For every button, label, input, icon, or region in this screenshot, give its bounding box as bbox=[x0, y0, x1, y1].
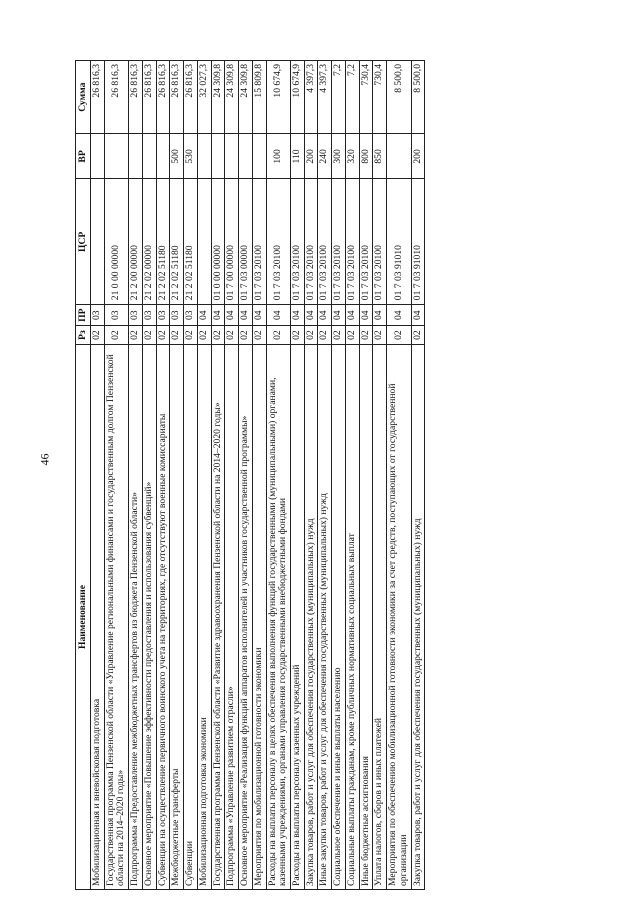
cell-name: Закупка товаров, работ и услуг для обеспечения государственных (муниципальных) нужд bbox=[304, 345, 318, 890]
table-row bbox=[359, 61, 373, 890]
cell-rz: 02 bbox=[156, 326, 170, 345]
cell-rz: 02 bbox=[104, 326, 128, 345]
cell-csr: 01 7 03 91010 bbox=[411, 179, 425, 305]
table-row bbox=[91, 61, 105, 890]
cell-name: Мероприятия по обеспечению мобилизационной готовности экономики за счет средств, поступающих от государственной организации bbox=[387, 345, 411, 890]
cell-vr bbox=[211, 134, 225, 179]
cell-vr: 530 bbox=[184, 134, 198, 179]
cell-sum: 24 309,8 bbox=[225, 61, 239, 134]
cell-rz: 02 bbox=[239, 326, 253, 345]
table-row bbox=[266, 61, 290, 890]
table-row bbox=[332, 61, 346, 890]
cell-pr: 04 bbox=[304, 305, 318, 326]
cell-csr: 01 7 03 20100 bbox=[304, 179, 318, 305]
cell-csr: 01 7 03 20100 bbox=[332, 179, 346, 305]
table-row bbox=[197, 61, 211, 890]
cell-sum: 10 674,9 bbox=[266, 61, 290, 134]
cell-sum: 7,2 bbox=[345, 61, 359, 134]
cell-csr: 21 2 02 51180 bbox=[184, 179, 198, 305]
cell-csr: 01 7 03 00000 bbox=[239, 179, 253, 305]
table-row bbox=[373, 61, 387, 890]
table-row bbox=[225, 61, 239, 890]
cell-pr: 04 bbox=[387, 305, 411, 326]
cell-rz: 02 bbox=[387, 326, 411, 345]
table-row bbox=[104, 61, 128, 890]
cell-rz: 02 bbox=[129, 326, 143, 345]
cell-vr: 100 bbox=[266, 134, 290, 179]
table-row bbox=[291, 61, 305, 890]
budget-table bbox=[75, 60, 425, 890]
table-row bbox=[345, 61, 359, 890]
cell-sum: 730,4 bbox=[359, 61, 373, 134]
cell-sum: 32 027,3 bbox=[197, 61, 211, 134]
cell-rz: 02 bbox=[266, 326, 290, 345]
cell-rz: 02 bbox=[345, 326, 359, 345]
cell-name: Государственная программа Пензенской области «Управление региональными финансами и государственным долгом Пензенской области на 2014–2020 годы» bbox=[104, 345, 128, 890]
table-row bbox=[411, 61, 425, 890]
cell-csr bbox=[197, 179, 211, 305]
cell-name: Субвенции bbox=[184, 345, 198, 890]
cell-rz: 02 bbox=[170, 326, 184, 345]
cell-sum: 8 500,0 bbox=[387, 61, 411, 134]
cell-pr: 04 bbox=[211, 305, 225, 326]
cell-sum: 26 816,3 bbox=[142, 61, 156, 134]
cell-sum: 10 674,9 bbox=[291, 61, 305, 134]
cell-pr: 03 bbox=[170, 305, 184, 326]
cell-rz: 02 bbox=[211, 326, 225, 345]
cell-vr bbox=[156, 134, 170, 179]
cell-sum: 24 309,8 bbox=[211, 61, 225, 134]
cell-pr: 03 bbox=[91, 305, 105, 326]
cell-sum: 26 816,3 bbox=[91, 61, 105, 134]
cell-vr: 300 bbox=[332, 134, 346, 179]
page-number: 46 bbox=[37, 453, 52, 466]
cell-csr: 01 7 03 20100 bbox=[345, 179, 359, 305]
cell-sum: 26 816,3 bbox=[104, 61, 128, 134]
cell-name: Мобилизационная подготовка экономики bbox=[197, 345, 211, 890]
cell-rz: 02 bbox=[332, 326, 346, 345]
cell-sum: 26 816,3 bbox=[129, 61, 143, 134]
cell-vr bbox=[387, 134, 411, 179]
table-row bbox=[170, 61, 184, 890]
cell-vr bbox=[129, 134, 143, 179]
table-row bbox=[142, 61, 156, 890]
header-vr: ВР bbox=[76, 134, 91, 179]
cell-name: Межбюджетные трансферты bbox=[170, 345, 184, 890]
table-row bbox=[318, 61, 332, 890]
cell-pr: 04 bbox=[225, 305, 239, 326]
rotated-table-container bbox=[75, 60, 605, 890]
cell-name: Социальные выплаты гражданам, кроме публичных нормативных социальных выплат bbox=[345, 345, 359, 890]
cell-vr: 500 bbox=[170, 134, 184, 179]
cell-rz: 02 bbox=[142, 326, 156, 345]
table-row bbox=[129, 61, 143, 890]
cell-vr: 200 bbox=[411, 134, 425, 179]
cell-pr: 04 bbox=[359, 305, 373, 326]
cell-sum: 26 816,3 bbox=[156, 61, 170, 134]
cell-pr: 03 bbox=[142, 305, 156, 326]
cell-vr bbox=[142, 134, 156, 179]
cell-sum: 15 809,8 bbox=[252, 61, 266, 134]
cell-csr: 01 7 03 20100 bbox=[373, 179, 387, 305]
cell-rz: 02 bbox=[91, 326, 105, 345]
table-row bbox=[184, 61, 198, 890]
cell-csr: 21 0 00 00000 bbox=[104, 179, 128, 305]
cell-vr: 320 bbox=[345, 134, 359, 179]
cell-vr: 850 bbox=[373, 134, 387, 179]
cell-rz: 02 bbox=[252, 326, 266, 345]
cell-sum: 8 500,0 bbox=[411, 61, 425, 134]
cell-rz: 02 bbox=[225, 326, 239, 345]
cell-csr: 01 7 03 20100 bbox=[318, 179, 332, 305]
cell-vr bbox=[239, 134, 253, 179]
cell-csr: 01 0 00 00000 bbox=[211, 179, 225, 305]
cell-rz: 02 bbox=[318, 326, 332, 345]
header-name: Наименование bbox=[76, 345, 91, 890]
cell-rz: 02 bbox=[197, 326, 211, 345]
cell-name: Подпрограмма «Управление развитием отрасли» bbox=[225, 345, 239, 890]
cell-csr: 01 7 03 20100 bbox=[359, 179, 373, 305]
cell-rz: 02 bbox=[304, 326, 318, 345]
cell-vr bbox=[252, 134, 266, 179]
cell-name: Закупка товаров, работ и услуг для обеспечения государственных (муниципальных) нужд bbox=[411, 345, 425, 890]
cell-sum: 26 816,3 bbox=[170, 61, 184, 134]
header-rz: Рз bbox=[76, 326, 91, 345]
cell-name: Основное мероприятие «Реализация функций аппаратов исполнителей и участников государственной программы» bbox=[239, 345, 253, 890]
cell-pr: 03 bbox=[156, 305, 170, 326]
cell-pr: 04 bbox=[239, 305, 253, 326]
cell-pr: 04 bbox=[252, 305, 266, 326]
cell-pr: 04 bbox=[197, 305, 211, 326]
cell-pr: 03 bbox=[129, 305, 143, 326]
table-row bbox=[211, 61, 225, 890]
cell-pr: 04 bbox=[373, 305, 387, 326]
cell-csr: 01 7 03 91010 bbox=[387, 179, 411, 305]
cell-name: Иные закупки товаров, работ и услуг для обеспечения государственных (муниципальных) нужд bbox=[318, 345, 332, 890]
cell-pr: 03 bbox=[104, 305, 128, 326]
cell-csr: 21 2 00 00000 bbox=[129, 179, 143, 305]
table-body bbox=[91, 61, 425, 890]
table-row bbox=[387, 61, 411, 890]
table-row bbox=[304, 61, 318, 890]
cell-pr: 04 bbox=[291, 305, 305, 326]
cell-sum: 730,4 bbox=[373, 61, 387, 134]
cell-sum: 4 397,3 bbox=[304, 61, 318, 134]
cell-pr: 03 bbox=[184, 305, 198, 326]
table-row bbox=[239, 61, 253, 890]
header-sum: Сумма bbox=[76, 61, 91, 134]
cell-sum: 4 397,3 bbox=[318, 61, 332, 134]
cell-vr: 200 bbox=[304, 134, 318, 179]
cell-name: Социальное обеспечение и иные выплаты населению bbox=[332, 345, 346, 890]
table-header-row bbox=[76, 61, 91, 890]
cell-pr: 04 bbox=[318, 305, 332, 326]
cell-sum: 24 309,8 bbox=[239, 61, 253, 134]
header-csr: ЦСР bbox=[76, 179, 91, 305]
cell-name: Расходы на выплаты персоналу казенных учреждений bbox=[291, 345, 305, 890]
cell-vr bbox=[104, 134, 128, 179]
cell-csr: 01 7 03 20100 bbox=[252, 179, 266, 305]
cell-csr: 01 7 03 20100 bbox=[291, 179, 305, 305]
cell-name: Подпрограмма «Предоставление межбюджетных трансфертов из бюджета Пензенской области» bbox=[129, 345, 143, 890]
table-row bbox=[156, 61, 170, 890]
cell-name: Государственная программа Пензенской области «Развитие здравоохранения Пензенской области на 2014–2020 годы» bbox=[211, 345, 225, 890]
cell-vr: 110 bbox=[291, 134, 305, 179]
cell-pr: 04 bbox=[332, 305, 346, 326]
cell-rz: 02 bbox=[411, 326, 425, 345]
header-pr: ПР bbox=[76, 305, 91, 326]
cell-csr: 01 7 03 20100 bbox=[266, 179, 290, 305]
cell-csr: 21 2 02 51180 bbox=[170, 179, 184, 305]
cell-rz: 02 bbox=[291, 326, 305, 345]
cell-vr: 240 bbox=[318, 134, 332, 179]
cell-rz: 02 bbox=[359, 326, 373, 345]
table-row bbox=[252, 61, 266, 890]
cell-csr: 21 2 02 00000 bbox=[142, 179, 156, 305]
cell-name: Расходы на выплаты персоналу в целях обеспечения выполнения функций государственными (муниципальными) органами, казенными учреждениями, органами управления государственными внебюджетными фондами bbox=[266, 345, 290, 890]
cell-pr: 04 bbox=[411, 305, 425, 326]
cell-sum: 26 816,3 bbox=[184, 61, 198, 134]
cell-vr bbox=[225, 134, 239, 179]
cell-sum: 7,2 bbox=[332, 61, 346, 134]
cell-rz: 02 bbox=[184, 326, 198, 345]
cell-csr bbox=[91, 179, 105, 305]
cell-vr bbox=[91, 134, 105, 179]
cell-name: Мероприятия по мобилизационной готовности экономики bbox=[252, 345, 266, 890]
cell-pr: 04 bbox=[266, 305, 290, 326]
cell-name: Мобилизационная и вневойсковая подготовка bbox=[91, 345, 105, 890]
cell-name: Уплата налогов, сборов и иных платежей bbox=[373, 345, 387, 890]
cell-name: Иные бюджетные ассигнования bbox=[359, 345, 373, 890]
cell-pr: 04 bbox=[345, 305, 359, 326]
cell-csr: 21 2 02 51180 bbox=[156, 179, 170, 305]
cell-name: Основное мероприятие «Повышение эффективности предоставления и использования субвенций» bbox=[142, 345, 156, 890]
cell-rz: 02 bbox=[373, 326, 387, 345]
cell-vr bbox=[197, 134, 211, 179]
cell-name: Субвенции на осуществление первичного воинского учета на территориях, где отсутствуют военные комиссариаты bbox=[156, 345, 170, 890]
cell-vr: 800 bbox=[359, 134, 373, 179]
cell-csr: 01 7 00 00000 bbox=[225, 179, 239, 305]
